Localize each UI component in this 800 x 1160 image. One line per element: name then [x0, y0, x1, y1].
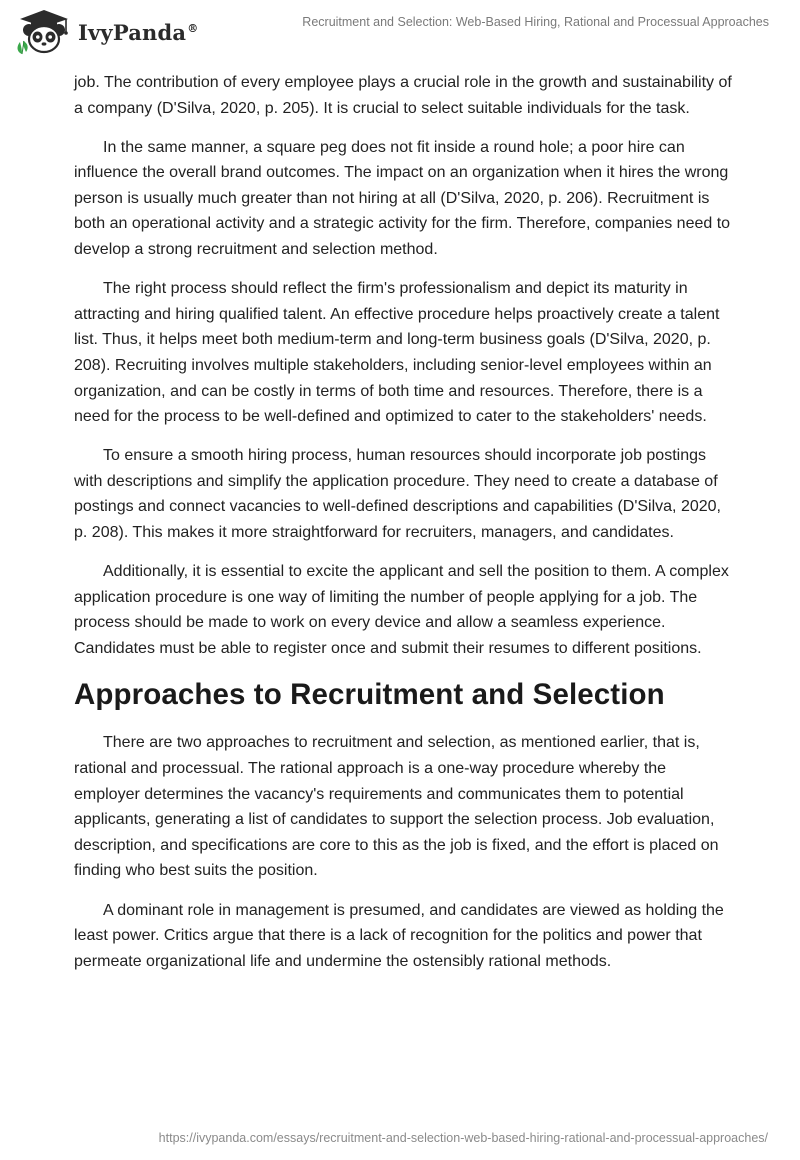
section-heading: Approaches to Recruitment and Selection — [74, 678, 665, 712]
panda-graduate-icon — [14, 8, 74, 56]
paragraph: The right process should reflect the firm's professionalism and depict its maturity in attracting and hiring qualified talent. An effective procedure helps proactively create a talent list. Thus, it helps meet both medium-term and long-term business goals (D'Silva, 2020, p. 208). Recruiting involves multiple stakeholders, including senior-level employees within an organization, and can be costly in terms of both time and resources. Therefore, there is a need for the process to be well-defined and optimized to cater to the stakeholders' needs. — [74, 280, 720, 426]
page-header — [0, 0, 800, 60]
ivypanda-logo[interactable] — [14, 8, 198, 56]
logo-wordmark: IvyPanda® — [78, 19, 199, 45]
source-url[interactable]: https://ivypanda.com/essays/recruitment-and-selection-web-based-hiring-rational-and-processual-approaches/ — [158, 1131, 768, 1145]
document-title: Recruitment and Selection: Web-Based Hiring, Rational and Processual Approaches — [302, 15, 769, 29]
paragraph: In the same manner, a square peg does not fit inside a round hole; a poor hire can influence the overall brand outcomes. The impact on an organization when it hires the wrong person is usually much greater than not hiring at all (D'Silva, 2020, p. 206). Recruitment is both an operational activity and a strategic activity for the firm. Therefore, companies need to develop a strong recruitment and selection method. — [74, 138, 731, 259]
paragraph: job. The contribution of every employee plays a crucial role in the growth and sustainability of a company (D'Silva, 2020, p. 205). It is crucial to select suitable individuals for the task. — [74, 74, 732, 117]
paragraph: To ensure a smooth hiring process, human resources should incorporate job postings with descriptions and simplify the application procedure. They need to create a database of postings and connect vacancies to well-defined descriptions and capabilities (D'Silva, 2020, p. 208). This makes it more straightforward for recruiters, managers, and candidates. — [74, 447, 721, 541]
essay-body — [74, 70, 734, 988]
paragraph: A dominant role in management is presumed, and candidates are viewed as holding the least power. Critics argue that there is a lack of recognition for the politics and power that permeate organizational life and undermine the ostensibly rational methods. — [74, 901, 724, 970]
paragraph: Additionally, it is essential to excite the applicant and sell the position to them. A complex application procedure is one way of limiting the number of people applying for a job. The process should be made to work on every device and allow a seamless experience. Candidates must be able to register once and submit their resumes to different positions. — [74, 563, 729, 657]
paragraph: There are two approaches to recruitment and selection, as mentioned earlier, that is, rational and processual. The rational approach is a one-way procedure whereby the employer determines the vacancy's requirements and communicates them to potential applicants, generating a list of candidates to support the selection process. Job evaluation, description, and specifications are core to this as the job is fixed, and the effort is placed on finding who best suits the position. — [74, 734, 719, 880]
